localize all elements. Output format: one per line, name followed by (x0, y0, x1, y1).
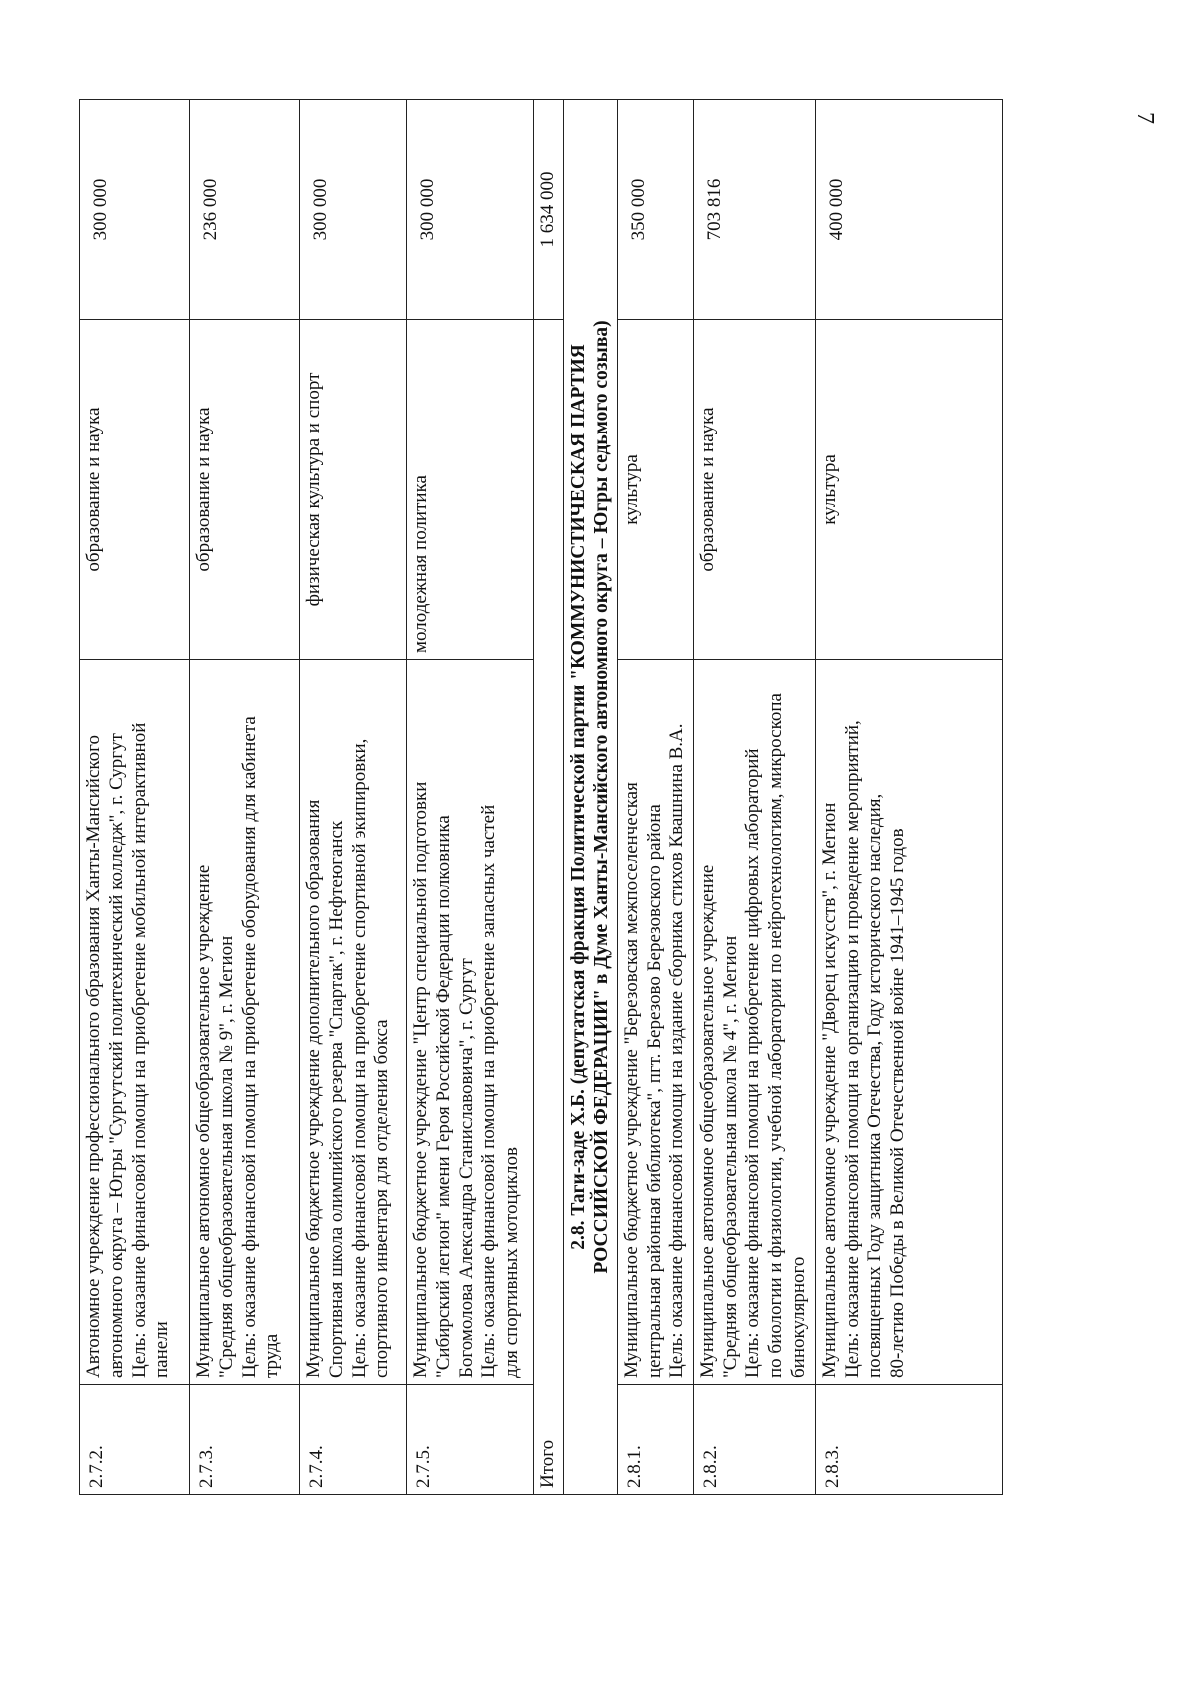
row-number: 2.8.2. (693, 1385, 815, 1495)
description-line: Муниципальное автономное учреждение "Дворец искусств", г. Мегион (818, 802, 840, 1378)
amount: 300 000 (80, 100, 190, 320)
funding-area: образование и наука (80, 320, 190, 660)
recipient-description (407, 660, 534, 1385)
description-line: автономного округа – Югры "Сургутский политехнический колледж", г. Сургут (105, 733, 127, 1378)
description-line: 80-летию Победы в Великой Отечественной войне 1941–1945 годов (887, 828, 909, 1378)
description-line: Муниципальное бюджетное учреждение "Березовская межпоселенческая (620, 782, 642, 1378)
section-title (563, 100, 617, 1495)
recipient-description (300, 660, 407, 1385)
description-line: Муниципальное бюджетное учреждение "Центр специальной подготовки (410, 781, 431, 1378)
description-line: центральная районная библиотека", пгт. Березово Березовского района (643, 804, 665, 1378)
amount: 300 000 (300, 100, 407, 320)
description-line: Муниципальное бюджетное учреждение дополнительного образования (303, 799, 324, 1378)
description-line: по биологии и физиологии, учебной лаборатории по нейротехнологиям, микроскопа (765, 693, 787, 1378)
description-line: посвященных Году защитника Отечества, Году исторического наследия, (864, 793, 886, 1378)
table-row (693, 100, 815, 1495)
funding-area: культура (815, 320, 1002, 660)
section-title-line: РОССИЙСКОЙ ФЕДЕРАЦИИ" в Думе Ханты-Мансийского автономного округа – Югры седьмого созыва) (591, 320, 613, 1274)
description-line: Цель: оказание финансовой помощи на приобретение мобильной интерактивной (128, 722, 150, 1378)
description-line: для спортивных мотоциклов (501, 1147, 523, 1378)
description-line: спортивного инвентаря для отделения бокса (371, 1019, 393, 1378)
amount: 400 000 (815, 100, 1002, 320)
section-header (563, 100, 617, 1495)
description-line: Цель: оказание финансовой помощи на издание сборника стихов Квашнина В.А. (666, 723, 688, 1378)
table-row (617, 100, 693, 1495)
row-number: 2.7.3. (190, 1385, 300, 1495)
description-line: Муниципальное автономное общеобразовательное учреждение (193, 864, 214, 1378)
description-line: "Средняя общеобразовательная школа № 4", г. Мегион (719, 935, 741, 1378)
total-amount: 1 634 000 (534, 100, 564, 320)
description-line: панели (151, 1321, 173, 1378)
recipient-description (815, 660, 1002, 1385)
description-line: Цель: оказание финансовой помощи на приобретение запасных частей (478, 804, 500, 1378)
table-row (300, 100, 407, 1495)
row-number: 2.8.3. (815, 1385, 1002, 1495)
row-number: 2.8.1. (617, 1385, 693, 1495)
amount: 300 000 (407, 100, 534, 320)
description-line: бинокулярного (787, 1256, 809, 1378)
total-label: Итого (534, 320, 564, 1495)
funding-area: физическая культура и спорт (300, 320, 407, 660)
row-number: 2.7.4. (300, 1385, 407, 1495)
description-line: Автономное учреждение профессионального образования Ханты-Мансийского (83, 735, 104, 1378)
description-line: Цель: оказание финансовой помощи на приобретение цифровых лабораторий (742, 748, 764, 1378)
funding-area: образование и наука (190, 320, 300, 660)
table-row (80, 100, 190, 1495)
rotated-table-wrapper (79, 100, 1003, 1495)
row-number: 2.7.5. (407, 1385, 534, 1495)
section-title-line: 2.8. Таги-заде Х.Б. (депутатская фракция Политической партии "КОММУНИСТИЧЕСКАЯ ПАРТИЯ (567, 344, 589, 1250)
amount: 236 000 (190, 100, 300, 320)
description-line: Цель: оказание финансовой помощи на приобретение оборудования для кабинета (238, 716, 260, 1378)
funding-area: культура (617, 320, 693, 660)
page-number: 7 (1132, 112, 1158, 124)
recipient-description (617, 660, 693, 1385)
table-row (190, 100, 300, 1495)
description-line: Богомолова Александра Станиславовича", г. Сургут (455, 958, 477, 1378)
total-row (534, 100, 564, 1495)
description-line: Спортивная школа олимпийского резерва "Спартак", г. Нефтеюганск (325, 820, 347, 1378)
funding-table (79, 99, 1003, 1495)
row-number: 2.7.2. (80, 1385, 190, 1495)
description-line: Цель: оказание финансовой помощи на приобретение спортивной экипировки, (348, 738, 370, 1378)
amount: 350 000 (617, 100, 693, 320)
amount: 703 816 (693, 100, 815, 320)
table-row (407, 100, 534, 1495)
funding-area: молодежная политика (407, 320, 534, 660)
description-line: "Средняя общеобразовательная школа № 9", г. Мегион (215, 935, 237, 1378)
description-line: Муниципальное автономное общеобразовательное учреждение (696, 864, 718, 1378)
funding-area: образование и наука (693, 320, 815, 660)
description-line: "Сибирский легион" имени Героя Российской Федерации полковника (432, 815, 454, 1378)
recipient-description (693, 660, 815, 1385)
description-line: труда (261, 1333, 283, 1378)
table-row (815, 100, 1002, 1495)
description-line: Цель: оказание финансовой помощи на организацию и проведение мероприятий, (841, 720, 863, 1378)
recipient-description (190, 660, 300, 1385)
recipient-description (80, 660, 190, 1385)
